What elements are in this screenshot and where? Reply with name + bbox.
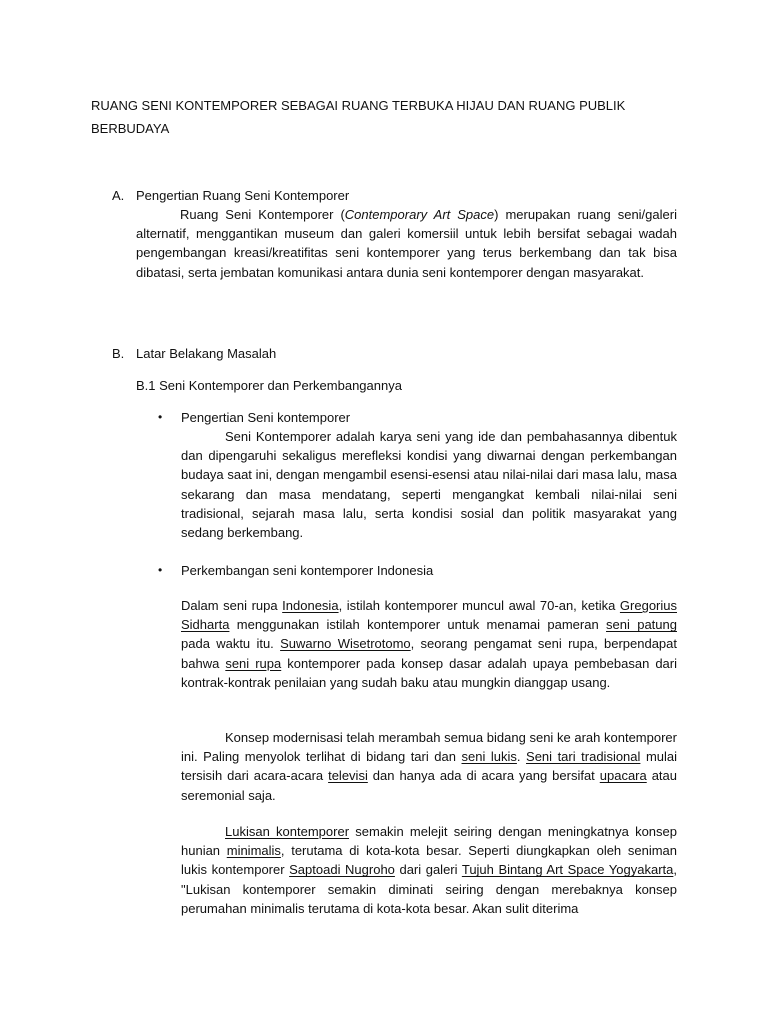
bullet-2-paragraph-2 [181, 728, 677, 805]
link-seni-lukis[interactable]: seni lukis [461, 749, 517, 765]
p2-text: mulai tersisih dari acara-acara [181, 749, 678, 784]
link-tujuh-bintang-art-space[interactable]: Tujuh Bintang Art Space Yogyakarta [461, 862, 674, 878]
link-seni-patung[interactable]: seni patung [606, 617, 677, 633]
p1-text: pada waktu itu. [181, 636, 281, 652]
link-upacara[interactable]: upacara [599, 768, 647, 784]
link-seni-tari-tradisional[interactable]: Seni tari tradisional [526, 749, 641, 765]
p2-text: Konsep modernisasi telah merambah semua bidang seni ke arah kontemporer ini. Paling menyolok terlihat di bidang tari dan [181, 730, 677, 765]
link-gregorius-sidharta[interactable]: Gregorius Sidharta [181, 598, 677, 633]
bullet-1-glyph: • [158, 410, 163, 424]
section-a-heading: Pengertian Ruang Seni Kontemporer [136, 188, 350, 203]
p2-text: dan hanya ada di acara yang bersifat [367, 768, 600, 784]
bullet-2-paragraph-1 [181, 596, 677, 692]
section-b-heading: Latar Belakang Masalah [136, 346, 277, 361]
bullet-2-heading: Perkembangan seni kontemporer Indonesia [181, 563, 434, 578]
link-indonesia[interactable]: Indonesia [282, 598, 339, 613]
section-a-text-italic: Contemporary Art Space [344, 207, 495, 222]
link-lukisan-kontemporer[interactable]: Lukisan kontemporer [225, 824, 350, 839]
bullet-1-heading: Pengertian Seni kontemporer [181, 410, 351, 425]
p1-text: , seorang pengamat seni rupa, berpendapat bahwa [181, 636, 677, 671]
bullet-1-paragraph [181, 427, 677, 542]
p3-text: , "Lukisan kontemporer semakin diminati seiring dengan merebaknya konsep perumahan minimalis terutama di kota-kota besar. Akan sulit diterima [181, 862, 677, 916]
p3-text: dari galeri [394, 862, 462, 878]
bullet-2-paragraph-3 [181, 822, 677, 918]
bullet-2-glyph: • [158, 563, 163, 577]
section-b1-heading: B.1 Seni Kontemporer dan Perkembangannya [136, 378, 402, 393]
p2-text: . [516, 749, 527, 765]
bullet-1-text: Seni Kontemporer adalah karya seni yang ide dan pembahasannya dibentuk dan dipengaruhi sekaligus merefleksi kondisi yang diwarnai dengan perkembangan budaya saat ini, dengan mengambil esensi-esensi atau nilai-nilai dari masa lalu, masa sekarang dan masa mendatang, seperti mengangkat kembali nilai-nilai seni tradisional, sejarah masa lalu, serta kondisi sosial dan politik masyarakat yang sedang berkembang. [181, 429, 677, 541]
p1-text: , istilah kontemporer muncul awal 70-an, ketika [338, 598, 620, 613]
link-minimalis[interactable]: minimalis [226, 843, 281, 859]
section-b-marker: B. [112, 346, 125, 361]
p1-text: menggunakan istilah kontemporer untuk menamai pameran [229, 617, 607, 633]
document-title: RUANG SENI KONTEMPORER SEBAGAI RUANG TERBUKA HIJAU DAN RUANG PUBLIK BERBUDAYA [91, 98, 626, 136]
link-saptoadi-nugroho[interactable]: Saptoadi Nugroho [289, 862, 395, 878]
section-a-marker: A. [112, 188, 125, 203]
p3-text: semakin melejit seiring dengan meningkatnya konsep hunian [181, 824, 677, 859]
p3-text: , terutama di kota-kota besar. Seperti diungkapkan oleh seniman lukis kontemporer [181, 843, 677, 878]
link-televisi[interactable]: televisi [328, 768, 368, 784]
p1-text: Dalam seni rupa [181, 598, 283, 613]
section-a-text-post: ) merupakan ruang seni/galeri alternatif, menggantikan museum dan galeri komersiil untuk lebih bersifat sebagai wadah pengembangan kreasi/kreatifitas seni kontemporer yang terus berkembang dan tak bisa dibatasi, serta jembatan komunikasi antara dunia seni kontemporer dengan masyarakat. [136, 207, 677, 280]
link-seni-rupa[interactable]: seni rupa [225, 655, 282, 671]
link-suwarno-wisetrotomo[interactable]: Suwarno Wisetrotomo [280, 636, 411, 652]
p2-text: atau seremonial saja. [181, 768, 677, 803]
p1-text: kontemporer pada konsep dasar adalah upaya pembebasan dari kontrak-kontrak penilaian yang sudah baku atau mungkin dianggap usang. [181, 655, 677, 690]
section-a-text-pre: Ruang Seni Kontemporer ( [180, 207, 345, 222]
section-a-paragraph [136, 205, 677, 282]
